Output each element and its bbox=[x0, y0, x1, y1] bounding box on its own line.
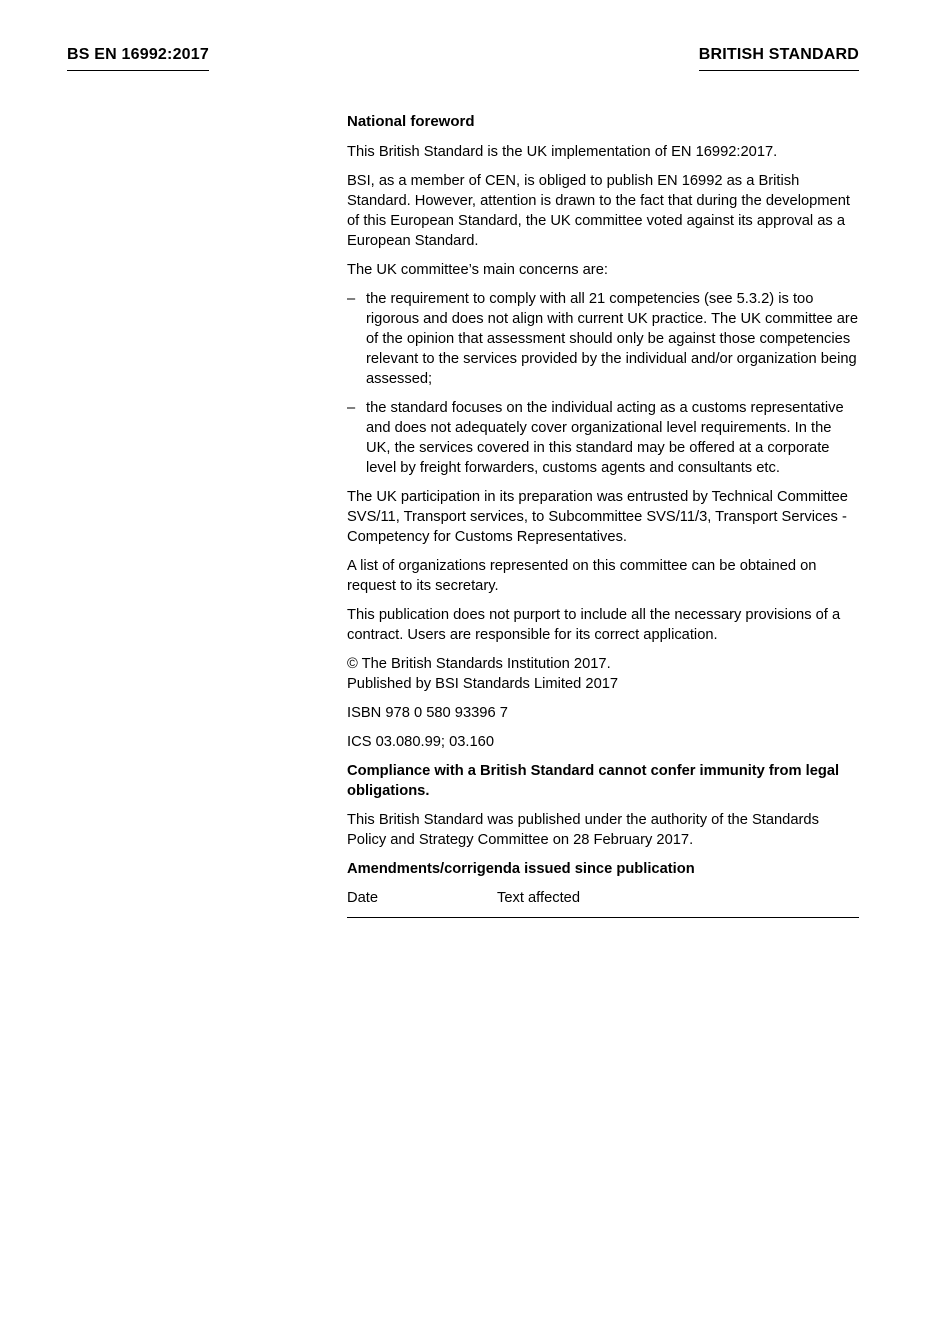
bullet-item-organizational bbox=[347, 398, 859, 478]
bullet-dash-icon: – bbox=[347, 400, 356, 416]
paragraph-participation: The UK participation in its preparation was entrusted by Technical Committee SVS/11, Transport services, to Subcommittee SVS/11/3, Transport Services - Competency for Customs Representatives. bbox=[347, 489, 848, 545]
paragraph-authority: This British Standard was published under the authority of the Standards Policy and Strategy Committee on 28 February 2017. bbox=[347, 812, 819, 848]
bullet-text: the requirement to comply with all 21 competencies (see 5.3.2) is too rigorous and does not align with current UK practice. The UK committee are of the opinion that assessment should only be against those competencies relevant to the services provided by the individual and/or organization being assessed; bbox=[366, 291, 858, 387]
foreword-title: National foreword bbox=[347, 113, 475, 130]
copyright-line: © The British Standards Institution 2017. bbox=[347, 656, 611, 672]
publisher-line: Published by BSI Standards Limited 2017 bbox=[347, 676, 619, 692]
isbn-line: ISBN 978 0 580 93396 7 bbox=[347, 705, 508, 721]
page-header bbox=[67, 46, 859, 71]
paragraph-concerns-intro: The UK committee’s main concerns are: bbox=[347, 262, 608, 278]
bullet-text: the standard focuses on the individual acting as a customs representative and does not adequately cover organizational level requirements. In the UK, the services covered in this standard may be offered at a corporate level by freight forwarders, customs agents and consultants etc. bbox=[366, 400, 844, 476]
paragraph-bsi-obligation: BSI, as a member of CEN, is obliged to publish EN 16992 as a British Standard. However, attention is drawn to the fact that during the development of this European Standard, the UK committee voted against its approval as a European Standard. bbox=[347, 173, 850, 249]
copyright-block bbox=[347, 654, 859, 694]
foreword-content bbox=[347, 112, 859, 918]
standard-type-label: BRITISH STANDARD bbox=[699, 46, 859, 71]
amendments-table bbox=[347, 888, 859, 918]
column-header-date: Date bbox=[347, 890, 379, 906]
paragraph-implementation: This British Standard is the UK implementation of EN 16992:2017. bbox=[347, 144, 778, 160]
ics-line: ICS 03.080.99; 03.160 bbox=[347, 734, 494, 750]
bullet-dash-icon: – bbox=[347, 291, 356, 307]
amendments-heading: Amendments/corrigenda issued since publication bbox=[347, 861, 695, 877]
bullet-item-competencies bbox=[347, 289, 859, 389]
standard-number: BS EN 16992:2017 bbox=[67, 46, 209, 71]
column-header-text-affected: Text affected bbox=[497, 890, 581, 906]
paragraph-publication-disclaimer: This publication does not purport to include all the necessary provisions of a contract. Users are responsible for its correct application. bbox=[347, 607, 841, 643]
paragraph-organizations-list: A list of organizations represented on this committee can be obtained on request to its secretary. bbox=[347, 558, 817, 594]
paragraph-compliance-notice: Compliance with a British Standard cannot confer immunity from legal obligations. bbox=[347, 763, 840, 799]
